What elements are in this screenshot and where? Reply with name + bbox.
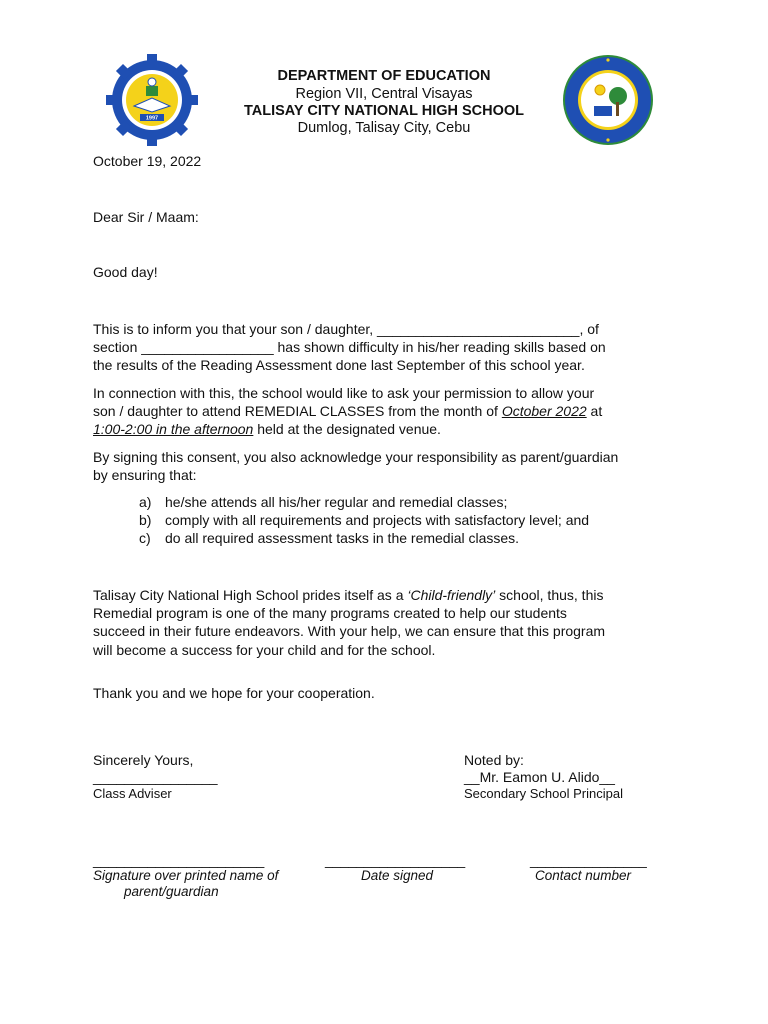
list-item: b) comply with all requirements and projects with satisfactory level; and: [139, 512, 590, 528]
contact-number-line: _______________: [530, 852, 647, 868]
paragraph-permission: In connection with this, the school would like to ask your permission to allow your son / daughter to attend REMEDIAL CLASSES from the month of October 2022 at 1:00-2:00 in the afternoon held at the designated venue.: [93, 385, 603, 438]
parent-signature-label-cont: parent/guardian: [124, 884, 219, 899]
sincerely-label: Sincerely Yours,: [93, 752, 194, 768]
school-seal-logo: [104, 52, 200, 148]
header-school: TALISAY CITY NATIONAL HIGH SCHOOL: [243, 103, 525, 119]
date-signed-label: Date signed: [361, 868, 434, 883]
closing-thanks: Thank you and we hope for your cooperation.: [93, 685, 375, 701]
remedial-month: October 2022: [501, 403, 587, 420]
header-address: Dumlog, Talisay City, Cebu: [297, 120, 471, 136]
greeting: Good day!: [93, 264, 158, 280]
paragraph-inform: This is to inform you that your son / daughter, __________________________, of section _________________ has shown difficulty in his/her reading skills based on the results of the Reading Assessment done last September of this school year.: [93, 321, 606, 374]
remedial-time: 1:00-2:00 in the afternoon: [93, 421, 254, 438]
paragraph-child-friendly: Talisay City National High School prides itself as a ‘Child-friendly’ school, thus, this Remedial program is one of the many programs created to help our students succeed in their future endeavors. With your help, we can ensure that this program will become a success for your child and for the school.: [93, 587, 606, 658]
adviser-label: Class Adviser: [93, 786, 172, 801]
principal-name: __Mr. Eamon U. Alido__: [464, 769, 615, 785]
parent-signature-label: Signature over printed name of: [93, 868, 279, 883]
list-item: c) do all required assessment tasks in the remedial classes.: [139, 530, 520, 546]
paragraph-consent: By signing this consent, you also acknowledge your responsibility as parent/guardian by ensuring that:: [93, 449, 619, 484]
header-region: Region VII, Central Visayas: [295, 86, 473, 102]
deped-seal-logo: [560, 52, 656, 148]
adviser-signature-line: ________________: [93, 769, 218, 785]
date-signed-line: __________________: [325, 852, 466, 868]
parent-signature-line: ______________________: [93, 852, 265, 868]
header-department: DEPARTMENT OF EDUCATION: [277, 68, 491, 84]
noted-by-label: Noted by:: [464, 752, 524, 768]
salutation: Dear Sir / Maam:: [93, 209, 199, 225]
principal-label: Secondary School Principal: [464, 786, 623, 801]
list-item: a) he/she attends all his/her regular and remedial classes;: [139, 494, 508, 510]
contact-number-label: Contact number: [535, 868, 632, 883]
letter-date: October 19, 2022: [93, 153, 202, 169]
seal-year: 1997: [145, 115, 159, 122]
